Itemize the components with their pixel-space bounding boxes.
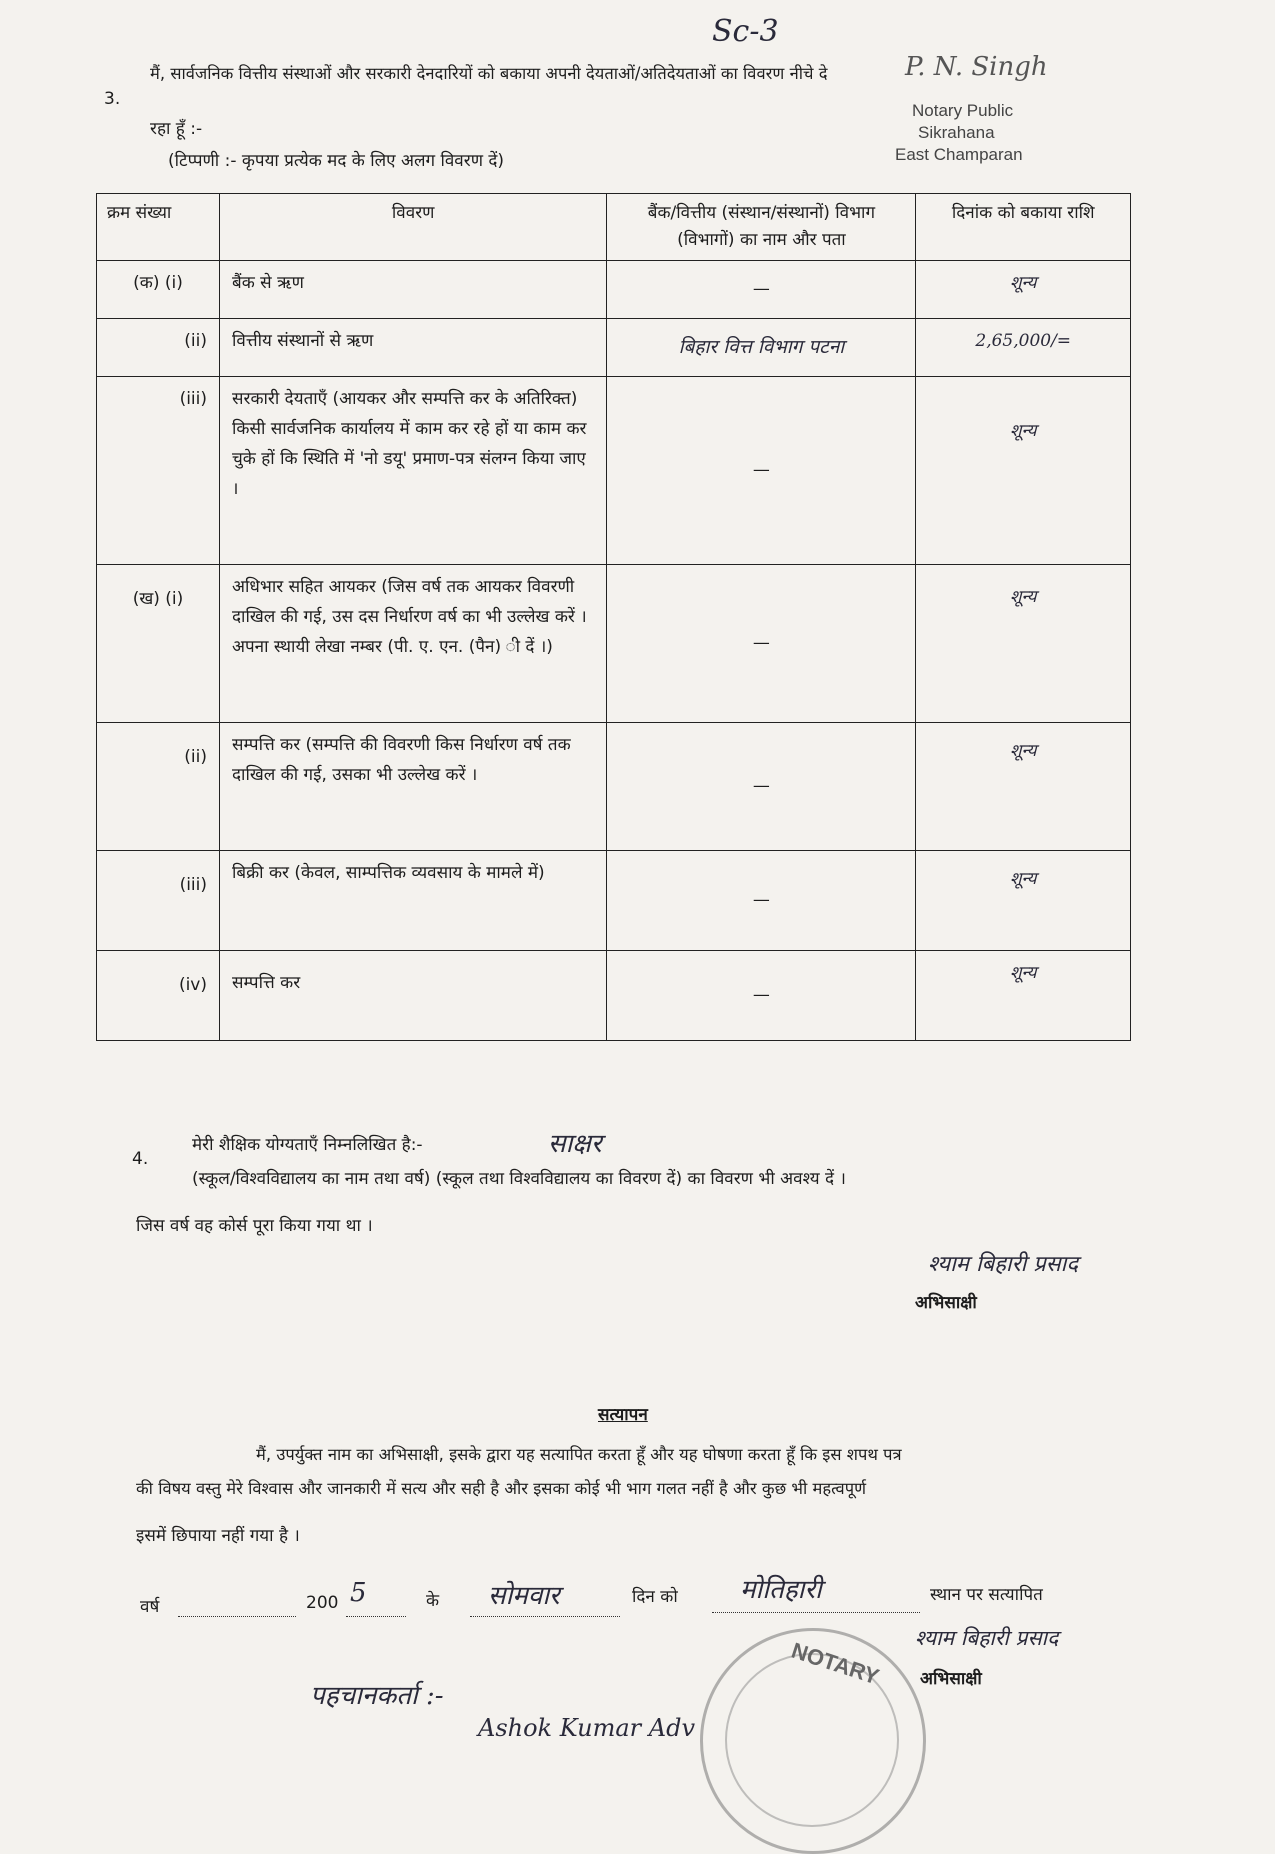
row-bank: बिहार वित्त विभाग पटना [607,319,916,377]
row-serial: (क) (i) [97,261,220,319]
dues-table [96,193,1131,1041]
row-serial: (ख) (i) [97,565,220,723]
row-bank: — [607,377,916,565]
verification-line-1: मैं, उपर्युक्त नाम का अभिसाक्षी, इसके द्वारा यह सत्यापित करता हूँ और यह घोषणा करता हूँ कि इस शपथ पत्र [256,1445,902,1464]
section-3-note: (टिप्पणी :- कृपया प्रत्येक मद के लिए अलग विवरण दें) [168,151,505,171]
place-label: स्थान पर सत्यापित [930,1585,1043,1605]
day-blank [470,1598,620,1617]
row-serial: (iii) [97,377,220,565]
notary-line-2: Sikrahana [918,123,995,142]
section-3-line-2: रहा हूँ :- [150,119,203,139]
education-value: साक्षर [548,1129,602,1159]
section-3-number: 3. [104,89,121,109]
advocate-signature: Ashok Kumar Adv [478,1714,696,1742]
verification-line-3: इसमें छिपाया नहीं गया है । [136,1526,300,1546]
row-bank: — [607,565,916,723]
row-serial: (ii) [97,723,220,851]
row-bank: — [607,261,916,319]
row-details: बैंक से ऋण [220,261,607,319]
identifier-label: पहचानकर्ता :- [310,1681,444,1711]
notary-signature: P. N. Singh [905,52,1048,82]
year-prefix: 200 [306,1593,339,1613]
deponent-signature-2: श्याम बिहारी प्रसाद [915,1626,1059,1650]
row-serial: (iv) [97,951,220,1041]
row-bank: — [607,723,916,851]
section-4-number: 4. [132,1149,149,1169]
day-label: दिन को [632,1587,678,1607]
row-amount: शून्य [916,261,1131,319]
header-details: विवरण [220,194,607,261]
row-details: वित्तीय संस्थानों से ऋण [220,319,607,377]
day-value: सोमवार [488,1581,560,1611]
section-4-label: मेरी शैक्षिक योग्यताएँ निम्नलिखित है:- [192,1135,423,1155]
table-row [97,261,1131,319]
table-row [97,319,1131,377]
table-row [97,951,1131,1041]
row-amount: शून्य [916,723,1131,851]
notary-seal-text: NOTARY [788,1637,883,1690]
row-amount: शून्य [916,851,1131,951]
deponent-label-1: अभिसाक्षी [915,1293,977,1313]
place-value: मोतिहारी [740,1575,822,1605]
row-amount: शून्य [916,377,1131,565]
section-4-line-3: जिस वर्ष वह कोर्स पूरा किया गया था । [136,1216,373,1236]
row-bank: — [607,851,916,951]
year-value-blank [346,1598,406,1617]
row-amount: शून्य [916,951,1131,1041]
place-blank [712,1594,920,1613]
deponent-label-2: अभिसाक्षी [920,1669,982,1689]
section-3-line-1: मैं, सार्वजनिक वित्तीय संस्थाओं और सरकारी देनदारियों को बकाया अपनी देयताओं/अतिदेयताओं का विवरण नीचे दे [150,64,828,83]
year-label: वर्ष [140,1597,160,1617]
row-details: सम्पत्ति कर [220,951,607,1041]
header-bank: बैंक/वित्तीय (संस्थान/संस्थानों) विभाग (विभागों) का नाम और पता [607,194,916,261]
table-row [97,851,1131,951]
page-mark: Sc-3 [712,14,779,49]
table-header-row [97,194,1131,261]
table-row [97,377,1131,565]
ke-label: के [426,1591,440,1611]
verification-title: सत्यापन [598,1405,648,1425]
row-serial: (iii) [97,851,220,951]
row-amount: शून्य [916,565,1131,723]
verification-line-2: की विषय वस्तु मेरे विश्वास और जानकारी में सत्य और सही है और इसका कोई भी भाग गलत नहीं है और कुछ भी महत्वपूर्ण [136,1479,866,1498]
row-bank: — [607,951,916,1041]
section-4-line-2: (स्कूल/विश्वविद्यालय का नाम तथा वर्ष) (स्कूल तथा विश्वविद्यालय का विवरण दें) का विवरण भी अवश्य दें । [192,1169,846,1189]
row-details: बिक्री कर (केवल, साम्पत्तिक व्यवसाय के मामले में) [220,851,607,951]
year-blank [178,1598,296,1617]
row-details: सरकारी देयताएँ (आयकर और सम्पत्ति कर के अतिरिक्त) किसी सार्वजनिक कार्यालय में काम कर रहे हों या काम कर चुके हों कि स्थिति में 'नो डयू' प्रमाण-पत्र संलग्न किया जाए । [220,377,607,565]
table-row [97,723,1131,851]
header-serial: क्रम संख्या [97,194,220,261]
table-row [97,565,1131,723]
deponent-signature-1: श्याम बिहारी प्रसाद [928,1252,1079,1277]
year-value: 5 [350,1578,367,1608]
row-serial: (ii) [97,319,220,377]
header-amount: दिनांक को बकाया राशि [916,194,1131,261]
notary-line-1: Notary Public [912,101,1014,120]
row-details: सम्पत्ति कर (सम्पत्ति की विवरणी किस निर्धारण वर्ष तक दाखिल की गई, उसका भी उल्लेख करें । [220,723,607,851]
row-amount: 2,65,000/= [916,319,1131,377]
row-details: अधिभार सहित आयकर (जिस वर्ष तक आयकर विवरणी दाखिल की गई, उस दस निर्धारण वर्ष का भी उल्लेख करें । अपना स्थायी लेखा नम्बर (पी. ए. एन. (पैन) ी दें ।) [220,565,607,723]
notary-line-3: East Champaran [895,145,1023,164]
